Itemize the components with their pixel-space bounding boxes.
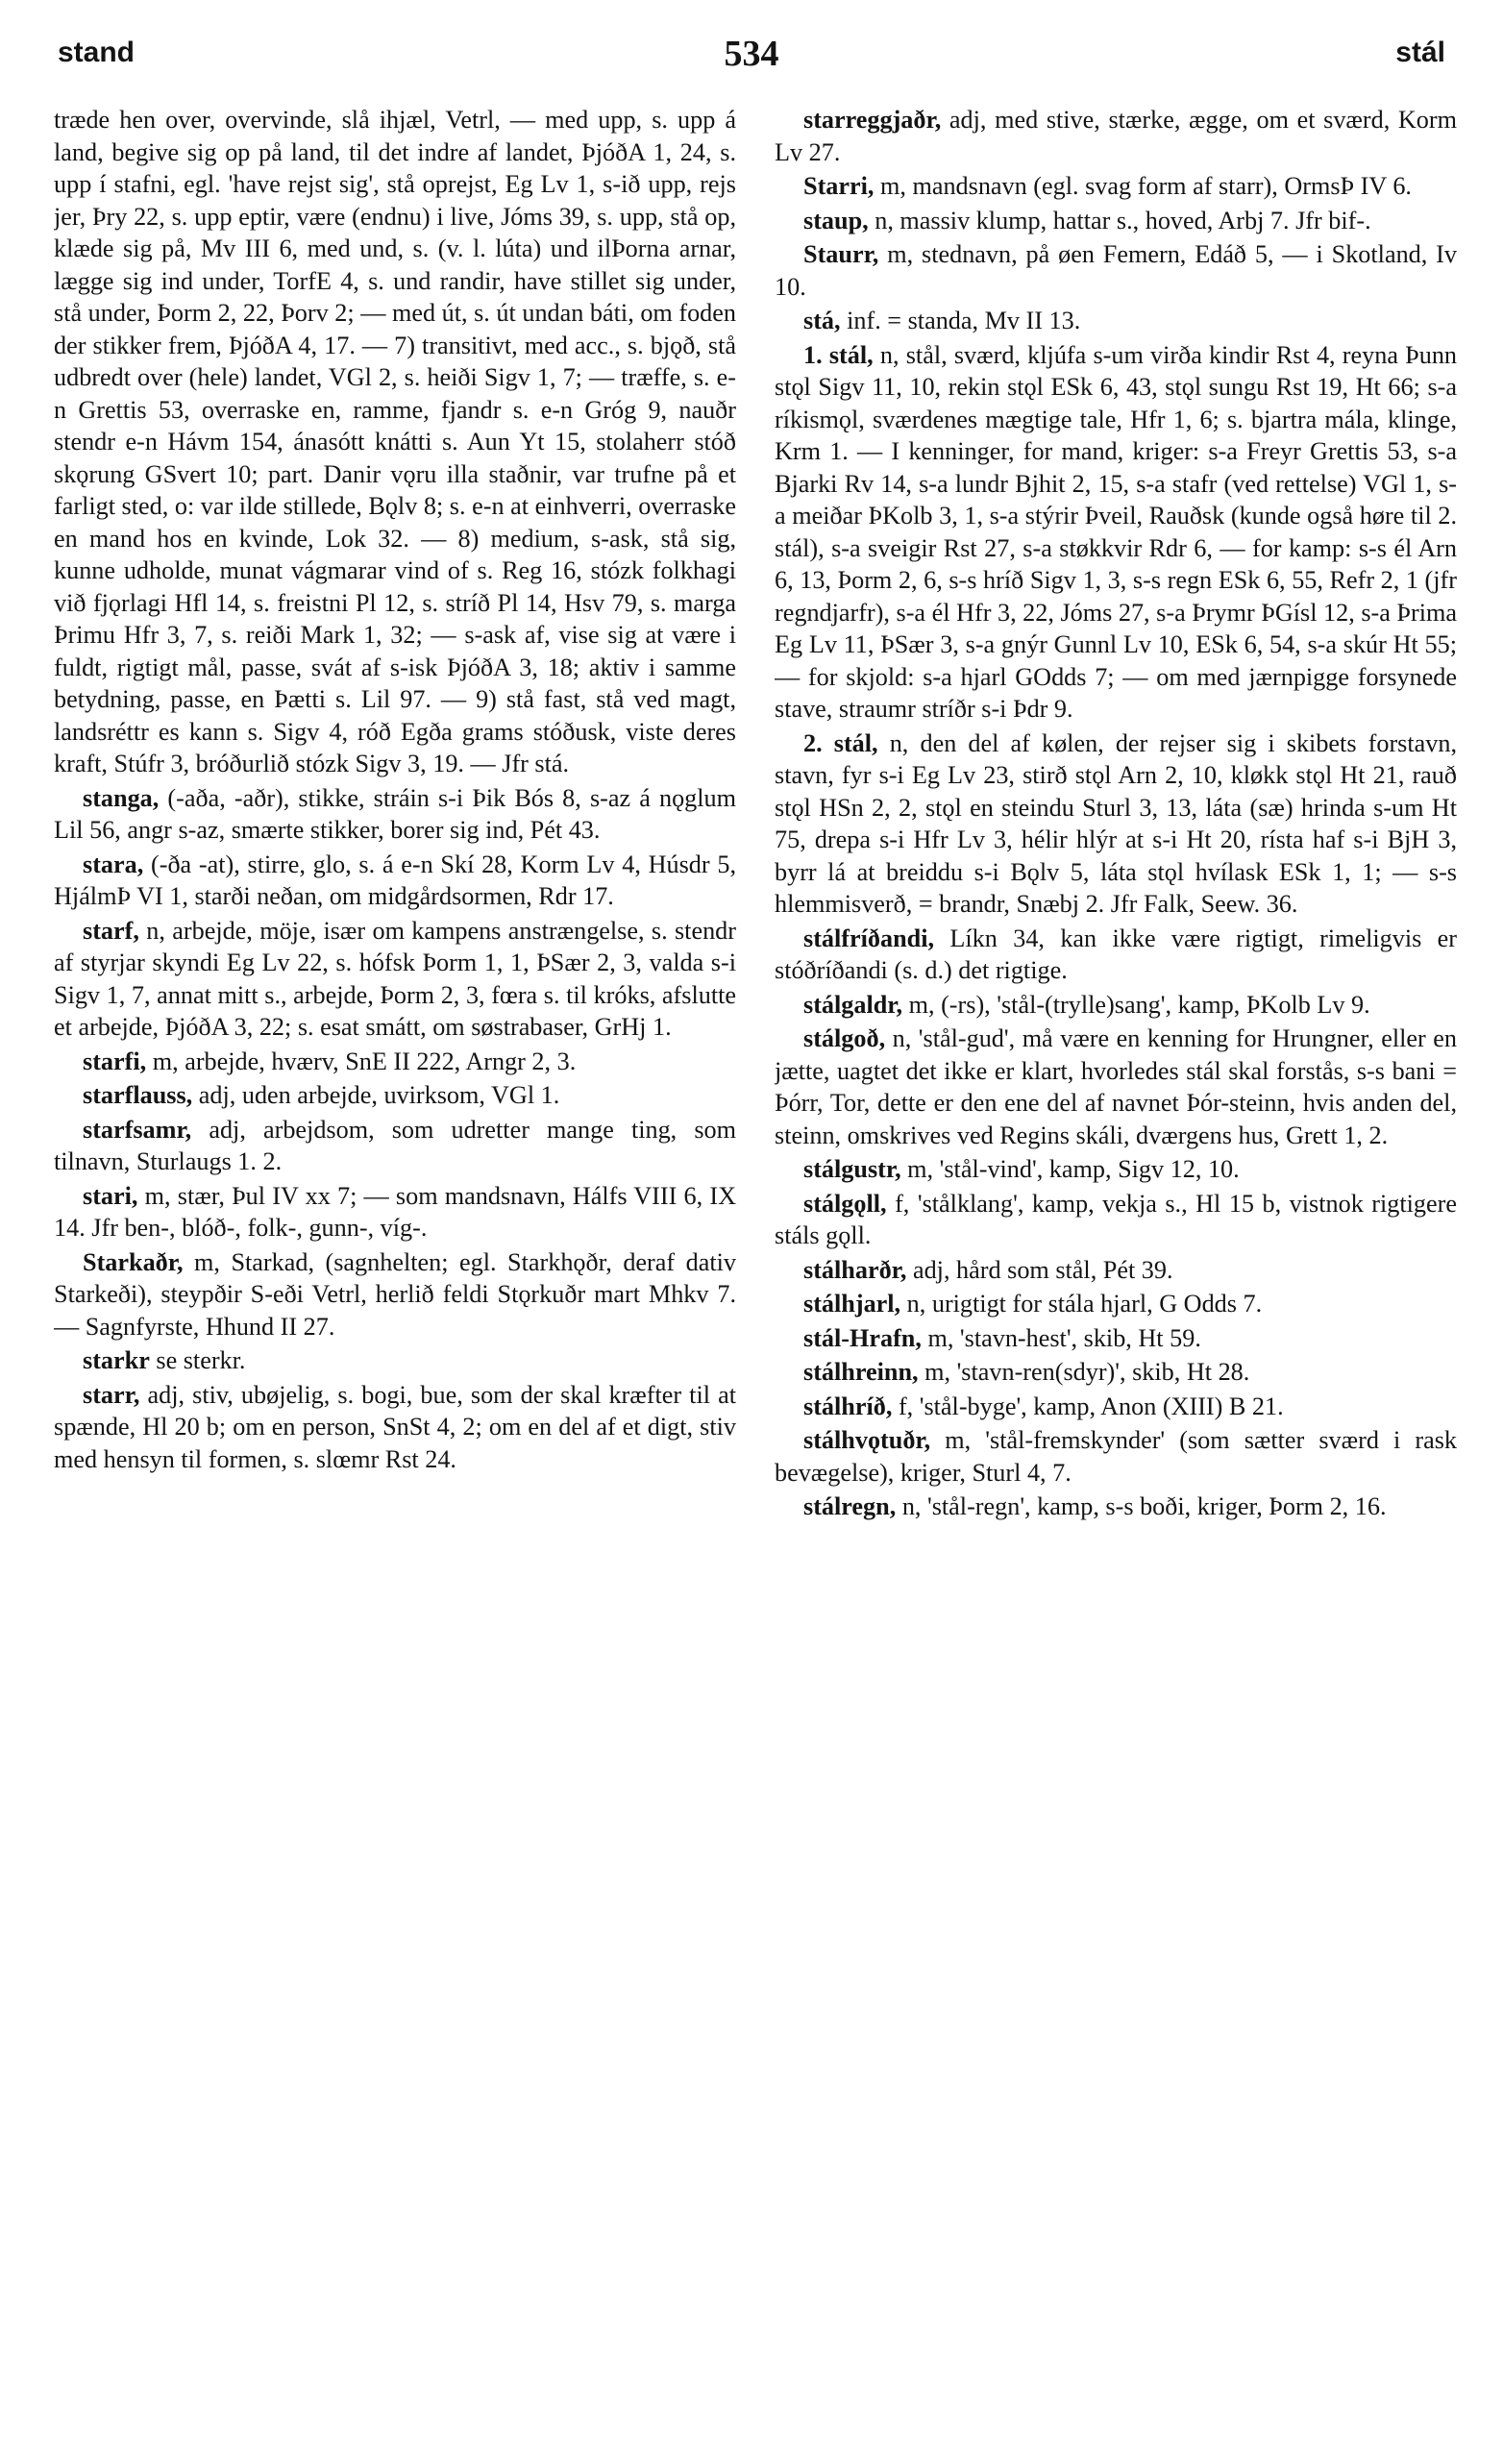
dictionary-entry <box>775 727 1457 921</box>
entry-text: m, Starkad, (sagnhelten; egl. Starkhǫðr, deraf dativ Starkeði), steypðir S-eði Vetrl, herlið feldi Stǫrkuðr mart Mhkv 7. — Sagnfyrste, Hhund II 27. <box>54 1247 736 1341</box>
entry-text: adj, uden arbejde, uvirksom, VGl 1. <box>192 1081 560 1109</box>
running-head-right: stál <box>1395 37 1445 68</box>
dictionary-entry <box>775 1356 1457 1389</box>
entry-headword: Staurr, <box>803 240 879 268</box>
dictionary-entry <box>775 1391 1457 1423</box>
entry-headword: Starri, <box>803 172 875 200</box>
entry-text: (-ða -at), stirre, glo, s. á e-n Skí 28, Korm Lv 4, Húsdr 5, HjálmÞ VI 1, starði neðan, om midgårdsormen, Rdr 17. <box>54 850 736 910</box>
entry-headword: stálhjarl, <box>803 1290 901 1318</box>
entry-headword: starkr <box>83 1346 150 1374</box>
entry-text: adj, stiv, ubøjelig, s. bogi, bue, som der skal kræfter til at spænde, Hl 20 b; om en person, SnSt 4, 2; om en del af et digt, stiv med hensyn til formen, s. slœmr Rst 24. <box>54 1380 736 1473</box>
left-column <box>54 104 736 2429</box>
entry-text: adj, hård som stål, Pét 39. <box>906 1255 1173 1284</box>
entry-headword: 1. stál, <box>803 340 874 369</box>
entry-headword: starfsamr, <box>83 1115 192 1144</box>
entry-text: m, arbejde, hværv, SnE II 222, Arngr 2, 3. <box>146 1047 577 1075</box>
dictionary-entry <box>775 1254 1457 1287</box>
entry-text: n, den del af kølen, der rejser sig i skibets forstavn, stavn, fyr s-i Eg Lv 23, stirð stǫl Arn 2, 10, kløkk stǫl Ht 21, rauð stǫl HSn 2, 2, stǫl en steindu Sturl 3, 13, láta (sæ) hrinda s-um Ht 75, drepa s-i Hfr Lv 3, hélir hlýr at s-i Ht 20, rísta haf s-i BjH 3, byrr lá at breiddu s-i Bǫlv 5, láta stǫl hvílask ESk 1, 1; — s-s hlemmisverð, = brandr, Snæbj 2. Jfr Falk, Seew. 36. <box>775 728 1457 918</box>
dictionary-entry <box>54 915 736 1044</box>
entry-headword: starflauss, <box>83 1081 193 1109</box>
entry-text: f, 'stål-byge', kamp, Anon (XIII) B 21. <box>892 1392 1284 1420</box>
dictionary-entry <box>775 1023 1457 1151</box>
entry-headword: stálfríðandi, <box>803 924 935 952</box>
entry-text: m, 'stål-fremskynder' (som sætter sværd i rask bevægelse), kriger, Sturl 4, 7. <box>775 1426 1457 1487</box>
entry-text: n, urigtigt for stála hjarl, G Odds 7. <box>900 1290 1263 1318</box>
entry-text: træde hen over, overvinde, slå ihjæl, Vetrl, — med upp, s. upp á land, begive sig op på land, til det indre af landet, ÞjóðA 1, 24, s. upp í stafni, egl. 'have rejst sig', stå oprejst, Eg Lv 1, s-ið upp, rejs jer, Þry 22, s. upp eptir, være (endnu) i live, Jóms 39, s. upp, stå op, klæde sig på, Mv III 6, med und, s. (v. l. lúta) und ilÞorna arnar, lægge sig ind under, TorfE 4, s. und randir, have stillet sig under, stå under, Þorm 2, 22, Þorv 2; — med út, s. út undan báti, om foden der stikker frem, ÞjóðA 4, 17. — 7) transitivt, med acc., s. bjǫð, stå udbredt over (hele) landet, VGl 2, s. heiði Sigv 1, 7; — træffe, s. e-n Grettis 53, overraske en, ramme, fjandr s. e-n Gróg 9, nauðr stendr e-n Hávm 154, ánasótt knátti s. Aun Yt 15, stolaherr stóð skǫrung GSvert 10; part. Danir vǫru illa staðnir, var trufne på et farligt sted, o: var ilde stillede, Bǫlv 8; s. e-n at einhverri, overraske en mand hos en kvinde, Lok 32. — 8) medium, s-ask, stå sig, kunne udholde, munat vágmarar vind of s. Reg 16, stózk folkhagi við fjǫrlagi Hfl 14, s. freistni Pl 12, s. stríð Pl 14, Hsv 79, s. marga Þrimu Hfr 3, 7, s. reiði Mark 1, 32; — s-ask af, vise sig at være i fuldt, rigtigt mål, passe, svát af s-isk ÞjóðA 3, 18; aktiv i samme betydning, passe, en Þætti s. Lil 97. — 9) stå fast, stå ved magt, landsréttr es kann s. Sigv 4, róð Egða grams stóðusk, viste deres kraft, Stúfr 3, bróðurlið stózk Sigv 3, 19. — Jfr stá. <box>54 106 736 777</box>
dictionary-entry <box>54 849 736 913</box>
dictionary-entry <box>54 1046 736 1078</box>
entry-text: m, mandsnavn (egl. svag form af starr), OrmsÞ IV 6. <box>874 172 1412 200</box>
dictionary-entry <box>54 1180 736 1244</box>
entry-text: m, (-rs), 'stål-(trylle)sang', kamp, ÞKolb Lv 9. <box>902 990 1370 1019</box>
page-header <box>58 29 1445 86</box>
entry-headword: stálhríð, <box>803 1392 893 1420</box>
entry-text: se sterkr. <box>149 1346 246 1374</box>
entry-text: inf. = standa, Mv II 13. <box>840 307 1081 334</box>
entry-text: adj, arbejdsom, som udretter mange ting, som tilnavn, Sturlaugs 1. 2. <box>54 1115 736 1175</box>
dictionary-entry <box>775 1322 1457 1355</box>
right-column <box>775 104 1457 2429</box>
dictionary-entry <box>775 1288 1457 1320</box>
entry-text: n, 'stål-gud', må være en kenning for Hrungner, eller en jætte, uagtet det ikke er klart, hvorledes stál skal forstås, s-s bani = Þórr, Tor, dette er den ene del af navnet Þór-steinn, hvis anden del, steinn, omskrives ved Regins skáli, dværgens hus, Grett 1, 2. <box>775 1024 1457 1149</box>
entry-headword: stálregn, <box>803 1492 897 1520</box>
entry-headword: stál-Hrafn, <box>803 1323 922 1352</box>
entry-headword: stálhvǫtuðr, <box>803 1426 931 1454</box>
entry-text: m, 'stål-vind', kamp, Sigv 12, 10. <box>900 1155 1240 1183</box>
dictionary-entry <box>54 1114 736 1178</box>
entry-text: n, stål, sværd, kljúfa s-um virða kindir Rst 4, reyna Þunn stǫl Sigv 11, 10, rekin stǫl ESk 6, 43, stǫl sungu Rst 19, Ht 66; s-a ríkismǫl, sværdenes mægtige tale, Hfr 1, 6; s. bjartra mála, klinge, Krm 1. — I kenninger, for mand, kriger: s-a Freyr Grettis 53, s-a Bjarki Rv 14, s-a lundr Bjhit 2, 15, s-a stafr (ved rettelse) VGl 1, s-a meiðar ÞKolb 3, 1, s-a stýrir Þveil, Rauðsk (kunde også høre til 2. stál), s-a sveigir Rst 27, s-a støkkvir Rdr 6, — for kamp: s-s él Arn 6, 13, Þorm 2, 6, s-s hríð Sigv 1, 3, s-s regn ESk 6, 55, Refr 2, 1 (jfr regndjarfr), s-a él Hfr 3, 22, Jóms 27, s-a Þrymr ÞGísl 12, s-a Þrima Eg Lv 11, ÞSær 3, s-a gnýr Gunnl Lv 10, ESk 6, 54, s-a skúr Ht 55; — for skjold: s-a hjarl GOdds 7; — om med jærnpigge forsynede stave, straumr stríðr s-i Þdr 9. <box>775 340 1457 723</box>
running-head-left: stand <box>58 37 136 68</box>
entry-text: n, massiv klump, hattar s., hoved, Arbj 7. Jfr bif-. <box>868 206 1371 234</box>
entry-headword: stálgoð, <box>803 1024 886 1052</box>
dictionary-entry <box>775 339 1457 726</box>
dictionary-entry <box>775 989 1457 1022</box>
dictionary-entry <box>775 1188 1457 1252</box>
entry-headword: stara, <box>83 850 144 878</box>
entry-headword: stá, <box>803 307 841 334</box>
entry-text: m, stednavn, på øen Femern, Edáð 5, — i Skotland, Iv 10. <box>775 240 1457 301</box>
dictionary-entry <box>775 1491 1457 1523</box>
dictionary-entry <box>54 104 736 780</box>
dictionary-entry <box>775 104 1457 168</box>
entry-text: (-aða, -aðr), stikke, stráin s-i Þik Bós 8, s-az á nǫglum Lil 56, angr s-az, smærte stikker, borer sig ind, Pét 43. <box>54 783 736 844</box>
entry-headword: staup, <box>803 206 869 234</box>
entry-headword: 2. stál, <box>803 728 878 757</box>
dictionary-entry <box>54 1246 736 1343</box>
entry-text: m, stær, Þul IV xx 7; — som mandsnavn, Hálfs VIII 6, IX 14. Jfr ben-, blóð-, folk-, gunn-, víg-. <box>54 1181 736 1242</box>
dictionary-entry <box>775 238 1457 303</box>
entry-headword: Starkaðr, <box>83 1247 184 1276</box>
entry-text: m, 'stavn-hest', skib, Ht 59. <box>921 1323 1201 1352</box>
entry-headword: stálharðr, <box>803 1255 907 1284</box>
entry-text: n, 'stål-regn', kamp, s-s boði, kriger, Þorm 2, 16. <box>896 1492 1387 1520</box>
entry-headword: stálhreinn, <box>803 1358 919 1386</box>
dictionary-entry <box>54 1379 736 1476</box>
entry-headword: starf, <box>83 916 139 945</box>
entry-text: f, 'stålklang', kamp, vekja s., Hl 15 b, vistnok rigtigere stáls gǫll. <box>775 1189 1457 1249</box>
dictionary-entry <box>775 205 1457 237</box>
entry-headword: starreggjaðr, <box>803 106 942 134</box>
page-number: 534 <box>724 34 779 74</box>
entry-headword: stanga, <box>83 783 160 812</box>
entry-headword: starfi, <box>83 1047 147 1075</box>
entry-headword: stari, <box>83 1181 138 1210</box>
dictionary-entry <box>775 1424 1457 1489</box>
dictionary-entry <box>54 782 736 847</box>
entry-text: m, 'stavn-ren(sdyr)', skib, Ht 28. <box>918 1358 1250 1386</box>
entry-headword: stálgustr, <box>803 1155 901 1183</box>
entry-headword: stálgaldr, <box>803 990 903 1019</box>
dictionary-entry <box>775 923 1457 987</box>
entry-headword: starr, <box>83 1380 140 1409</box>
entry-text: n, arbejde, möje, især om kampens anstrængelse, s. stendr af styrjar skyndi Eg Lv 22, s. hófsk Þorm 1, 1, ÞSær 2, 3, valda s-i Sigv 1, 7, annat mitt s., arbejde, Þorm 2, 3, fœra s. til króks, afslutte et arbejde, ÞjóðA 3, 22; s. esat smátt, om søstrabaser, GrHj 1. <box>54 916 736 1041</box>
dictionary-entry <box>775 170 1457 203</box>
entry-headword: stálgǫll, <box>803 1189 887 1218</box>
dictionary-entry <box>775 305 1457 337</box>
entry-text: adj, med stive, stærke, ægge, om et sværd, Korm Lv 27. <box>775 106 1457 166</box>
entry-text: Líkn 34, kan ikke være rigtigt, rimeligvis er stóðríðandi (s. d.) det rigtige. <box>775 924 1457 984</box>
dictionary-entry <box>54 1344 736 1377</box>
dictionary-entry <box>54 1079 736 1112</box>
dictionary-entry <box>775 1153 1457 1186</box>
